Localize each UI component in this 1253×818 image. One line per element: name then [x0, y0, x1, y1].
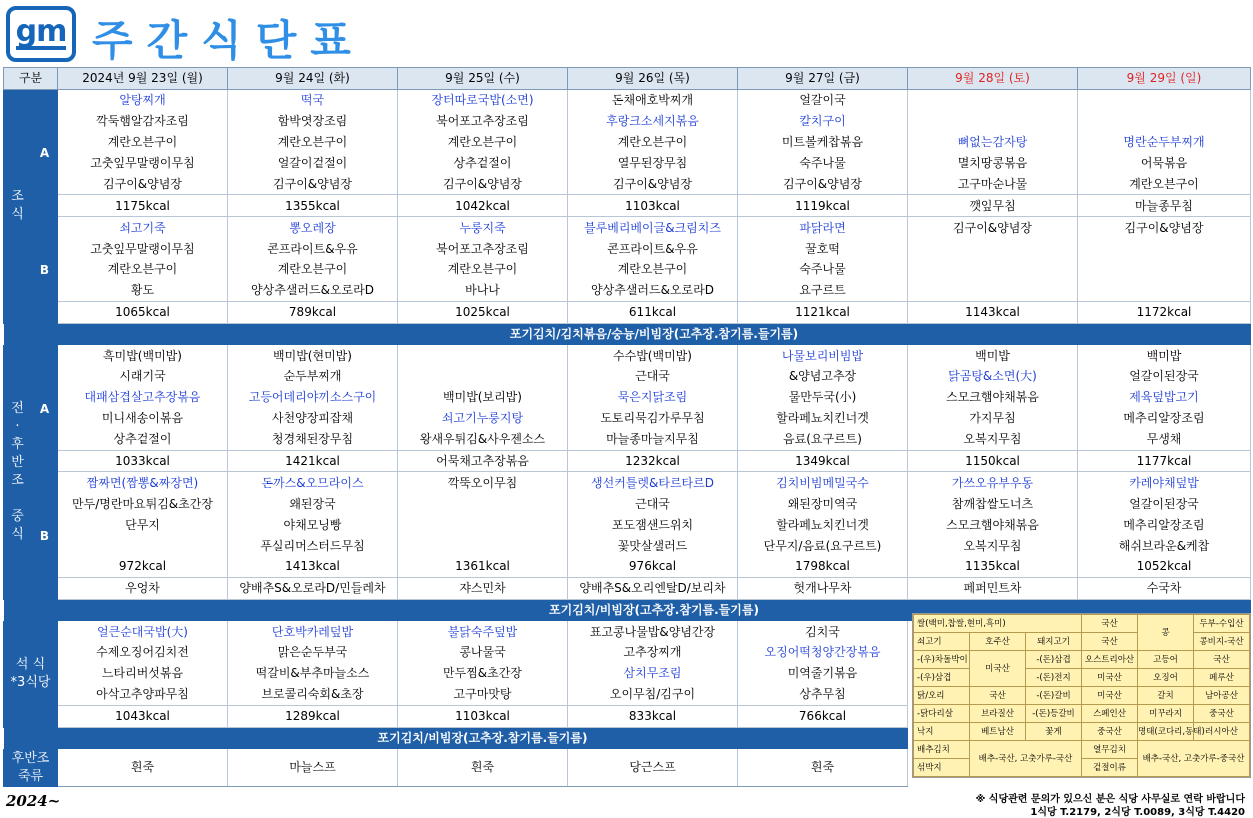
menu-cell: 쇠고기죽 — [58, 217, 228, 238]
menu-cell: 789kcal — [228, 301, 398, 323]
menu-cell: 쟈스민차 — [398, 577, 568, 599]
menu-cell: 얼갈이된장국 — [1078, 366, 1251, 387]
menu-cell: 미트볼케찹볶음 — [738, 132, 908, 153]
menu-cell — [908, 238, 1078, 259]
menu-cell: 1042kcal — [398, 195, 568, 217]
menu-cell: 오이무침/김구이 — [568, 684, 738, 705]
menu-cell: 611kcal — [568, 301, 738, 323]
menu-cell: 느타리버섯볶음 — [58, 663, 228, 684]
menu-cell: 얼갈이국 — [738, 89, 908, 110]
menu-cell: 맑은순두부국 — [228, 642, 398, 663]
menu-cell: 콘프라이트&우유 — [568, 238, 738, 259]
menu-cell: 알탕찌개 — [58, 89, 228, 110]
menu-cell: 페퍼민트차 — [908, 577, 1078, 599]
porridge-item: 당근스프 — [568, 749, 738, 786]
dinner-band: 포기김치/비빔장(고추장.참기름.들기름) — [58, 727, 908, 749]
menu-cell: 생선커틀렛&타르타르D — [568, 472, 738, 493]
menu-cell: 얼갈이겉절이 — [228, 153, 398, 174]
menu-cell — [908, 259, 1078, 280]
menu-cell: 만두/명란마요튀김&초간장 — [58, 493, 228, 514]
menu-cell: 왜된장미역국 — [738, 493, 908, 514]
day-header: 2024년 9월 23일 (월) — [58, 68, 228, 90]
menu-cell: 묵은지닭조림 — [568, 387, 738, 408]
menu-cell: 고구마맛탕 — [398, 684, 568, 705]
menu-cell: 얼큰순대국밥(大) — [58, 621, 228, 642]
menu-cell: 양상추샐러드&오로라D — [568, 280, 738, 301]
menu-cell: 사천양장피잡채 — [228, 408, 398, 429]
menu-cell: 메추리알장조림 — [1078, 514, 1251, 535]
menu-cell — [1078, 238, 1251, 259]
menu-cell: 시래기국 — [58, 366, 228, 387]
menu-cell: 오징어떡청양간장볶음 — [738, 642, 908, 663]
menu-cell: 단호박카레덮밥 — [228, 621, 398, 642]
menu-cell — [398, 345, 568, 366]
menu-cell: 가지무침 — [908, 408, 1078, 429]
menu-cell: 1103kcal — [568, 195, 738, 217]
menu-cell — [398, 535, 568, 556]
gm-logo: gm — [6, 6, 76, 62]
menu-cell: 요구르트 — [738, 280, 908, 301]
menu-cell: 1033kcal — [58, 450, 228, 472]
menu-cell: 1150kcal — [908, 450, 1078, 472]
menu-cell: 오복지무침 — [908, 429, 1078, 450]
menu-cell: 766kcal — [738, 705, 908, 727]
menu-cell: 계란오븐구이 — [1078, 173, 1251, 194]
menu-cell: 스모크햄야채볶음 — [908, 514, 1078, 535]
menu-cell: 깍뚝오이무침 — [398, 472, 568, 493]
menu-cell: 고추장찌개 — [568, 642, 738, 663]
day-header: 9월 29일 (일) — [1078, 68, 1251, 90]
menu-cell: 계란오븐구이 — [398, 259, 568, 280]
menu-cell: 명란순두부찌개 — [1078, 132, 1251, 153]
menu-cell: 청경채된장무침 — [228, 429, 398, 450]
menu-cell: 계란오븐구이 — [58, 259, 228, 280]
menu-cell: 미니새송이볶음 — [58, 408, 228, 429]
menu-cell: 1103kcal — [398, 705, 568, 727]
menu-cell: 누룽지죽 — [398, 217, 568, 238]
menu-cell: 포도잼샌드위치 — [568, 514, 738, 535]
band-spacer — [4, 599, 58, 621]
porridge-item: 흰죽 — [738, 749, 908, 786]
menu-cell: 976kcal — [568, 556, 738, 577]
menu-cell: 계란오븐구이 — [228, 132, 398, 153]
menu-cell: 백미밥 — [1078, 345, 1251, 366]
menu-cell: 카레야채덮밥 — [1078, 472, 1251, 493]
menu-cell: 근대국 — [568, 366, 738, 387]
menu-cell: 1413kcal — [228, 556, 398, 577]
day-header: 9월 24일 (화) — [228, 68, 398, 90]
porridge-label: 후반조 죽류 — [4, 749, 58, 786]
menu-cell: 김구이&양념장 — [738, 173, 908, 194]
menu-cell: 브로콜리숙회&초장 — [228, 684, 398, 705]
menu-cell: 뼈없는감자탕 — [908, 132, 1078, 153]
menu-cell: 마늘종무침 — [1078, 195, 1251, 217]
menu-cell: 닭곰탕&소면(大) — [908, 366, 1078, 387]
menu-cell: 1065kcal — [58, 301, 228, 323]
menu-cell: 계란오븐구이 — [58, 132, 228, 153]
menu-cell: 1121kcal — [738, 301, 908, 323]
footer-phones: 1식당 T.2179, 2식당 T.0089, 3식당 T.4420 — [1030, 807, 1245, 818]
menu-cell: 상추무침 — [738, 684, 908, 705]
menu-cell: 열무된장무침 — [568, 153, 738, 174]
menu-cell: 아삭고추양파무침 — [58, 684, 228, 705]
menu-cell: 1361kcal — [398, 556, 568, 577]
menu-cell: 1135kcal — [908, 556, 1078, 577]
menu-cell — [908, 89, 1078, 110]
menu-cell: 김구이&양념장 — [568, 173, 738, 194]
menu-cell: 콘프라이트&우유 — [228, 238, 398, 259]
menu-cell: 황도 — [58, 280, 228, 301]
menu-cell: 양배추S&오리엔탈D/보리차 — [568, 577, 738, 599]
menu-cell: 김치비빔메밀국수 — [738, 472, 908, 493]
porridge-item: 흰죽 — [398, 749, 568, 786]
menu-cell: 1798kcal — [738, 556, 908, 577]
menu-cell: 1355kcal — [228, 195, 398, 217]
day-header: 9월 26일 (목) — [568, 68, 738, 90]
menu-cell — [1078, 111, 1251, 132]
menu-cell: 후랑크소세지볶음 — [568, 111, 738, 132]
menu-cell: 수수밥(백미밥) — [568, 345, 738, 366]
menu-cell: 불닭숙주덮밥 — [398, 621, 568, 642]
menu-cell: 물만두국(小) — [738, 387, 908, 408]
menu-cell: 칼치구이 — [738, 111, 908, 132]
menu-cell: 돈채애호박찌개 — [568, 89, 738, 110]
breakfast-label: 조 식 — [4, 89, 32, 323]
menu-cell: 떡국 — [228, 89, 398, 110]
menu-cell: 대패삼겹살고추장볶음 — [58, 387, 228, 408]
menu-cell: 북어포고추장조림 — [398, 238, 568, 259]
menu-cell: 음료(요구르트) — [738, 429, 908, 450]
menu-cell: 계란오븐구이 — [398, 132, 568, 153]
menu-cell: 계란오븐구이 — [568, 259, 738, 280]
menu-cell: 어묵볶음 — [1078, 153, 1251, 174]
menu-cell: 삼치무조림 — [568, 663, 738, 684]
menu-cell: &양념고추장 — [738, 366, 908, 387]
menu-cell — [1078, 280, 1251, 301]
menu-cell: 뽕오레장 — [228, 217, 398, 238]
porridge-item: 흰죽 — [58, 749, 228, 786]
band-spacer — [4, 727, 58, 749]
menu-cell: 돈까스&오므라이스 — [228, 472, 398, 493]
menu-cell: 얼갈이된장국 — [1078, 493, 1251, 514]
menu-cell: 상추겉절이 — [58, 429, 228, 450]
menu-cell: 1421kcal — [228, 450, 398, 472]
menu-cell: 나물보리비빔밥 — [738, 345, 908, 366]
menu-cell: 숙주나물 — [738, 153, 908, 174]
signature: 2024~ — [6, 792, 61, 810]
menu-cell: 푸실리머스터드무침 — [228, 535, 398, 556]
page-header — [0, 0, 1253, 66]
footer-note: ※ 식당관련 문의가 있으신 분은 식당 사무실로 연락 바랍니다 — [975, 794, 1245, 805]
menu-cell: 어묵채고추장볶음 — [398, 450, 568, 472]
menu-cell: 떡갈비&부추마늘소스 — [228, 663, 398, 684]
menu-cell: 833kcal — [568, 705, 738, 727]
menu-cell: 콩나물국 — [398, 642, 568, 663]
page-title: 주간식단표 — [92, 16, 365, 65]
menu-cell: 수국차 — [1078, 577, 1251, 599]
menu-cell: 헛개나무차 — [738, 577, 908, 599]
menu-cell: 야채모닝빵 — [228, 514, 398, 535]
menu-cell: 할라페뇨치킨너겟 — [738, 408, 908, 429]
menu-cell: 백미밥(보리밥) — [398, 387, 568, 408]
lunch-band: 포기김치/비빔장(고추장.참기름.들기름) — [58, 599, 1251, 621]
menu-cell: 김구이&양념장 — [1078, 217, 1251, 238]
menu-cell: 단무지 — [58, 514, 228, 535]
menu-cell — [398, 493, 568, 514]
origin-table: 쌀(백미,찹쌀,현미,흑미) 국산 콩 두부-수입산 쇠고기 호주산 돼지고기 국산 콩비지-국산 -(우)차돌박이 미국산 -(돈)삼겹 오스트리아산 고등어 국산 -(우)삼겹 -(돈)전지 미국산 오징어 페루산 닭/오리 국산 -(돈)갈비 미국산 갈치 남아공산 -닭다리살 브라질산 -(돈)등갈비 스페인산 미꾸라지 중국산 낙지 베트남산 꽃게 중국산 명태(코다리,동태) 러시아산 배추김치 배추-국산, 고춧가루-국산 열무김치 배추-국산, 고춧가루-중국산 섞박지 겉절이류 — [912, 613, 1251, 778]
menu-cell: 깻잎무침 — [908, 195, 1078, 217]
menu-cell: 스모크햄야채볶음 — [908, 387, 1078, 408]
menu-cell: 1172kcal — [1078, 301, 1251, 323]
lunch-label: 전 · 후 반 조 중 식 — [4, 345, 32, 599]
menu-cell: 단무지/음료(요구르트) — [738, 535, 908, 556]
menu-cell: 순두부찌개 — [228, 366, 398, 387]
menu-cell: 김구이&양념장 — [58, 173, 228, 194]
day-header: 9월 27일 (금) — [738, 68, 908, 90]
menu-cell: 백미밥(현미밥) — [228, 345, 398, 366]
menu-cell: 짬짜면(짬뽕&짜장면) — [58, 472, 228, 493]
menu-cell: 1052kcal — [1078, 556, 1251, 577]
course-B: B — [32, 217, 58, 323]
menu-cell: 고등어데리야끼소스구이 — [228, 387, 398, 408]
menu-cell: 표고콩나물밥&양념간장 — [568, 621, 738, 642]
menu-cell: 계란오븐구이 — [228, 259, 398, 280]
menu-cell: 깍둑햄알감자조림 — [58, 111, 228, 132]
menu-cell: 김구이&양념장 — [228, 173, 398, 194]
menu-cell: 1177kcal — [1078, 450, 1251, 472]
menu-cell: 바나나 — [398, 280, 568, 301]
menu-cell: 김구이&양념장 — [398, 173, 568, 194]
day-header: 9월 28일 (토) — [908, 68, 1078, 90]
menu-cell: 북어포고추장조림 — [398, 111, 568, 132]
menu-cell: 1043kcal — [58, 705, 228, 727]
menu-cell: 해쉬브라운&케찹 — [1078, 535, 1251, 556]
menu-cell: 1119kcal — [738, 195, 908, 217]
menu-cell: 1025kcal — [398, 301, 568, 323]
menu-cell — [908, 111, 1078, 132]
menu-cell: 숙주나물 — [738, 259, 908, 280]
course-A: A — [32, 345, 58, 472]
menu-cell: 장터따로국밥(소면) — [398, 89, 568, 110]
menu-cell: 꿀호떡 — [738, 238, 908, 259]
menu-cell: 가쓰오유부우동 — [908, 472, 1078, 493]
menu-cell: 근대국 — [568, 493, 738, 514]
menu-cell: 상추겉절이 — [398, 153, 568, 174]
menu-cell: 왜된장국 — [228, 493, 398, 514]
menu-cell: 1143kcal — [908, 301, 1078, 323]
menu-cell: 쇠고기누룽지탕 — [398, 408, 568, 429]
porridge-item: 마늘스프 — [228, 749, 398, 786]
menu-cell: 파닭라면 — [738, 217, 908, 238]
menu-cell: 참깨찹쌀도너츠 — [908, 493, 1078, 514]
menu-cell: 꽃맛살샐러드 — [568, 535, 738, 556]
menu-cell: 제육덮밥고기 — [1078, 387, 1251, 408]
menu-cell: 계란오븐구이 — [568, 132, 738, 153]
menu-cell: 메추리알장조림 — [1078, 408, 1251, 429]
menu-cell — [1078, 89, 1251, 110]
menu-cell — [398, 514, 568, 535]
dinner-label: 석 식 *3식당 — [4, 621, 58, 727]
menu-cell: 할라페뇨치킨너겟 — [738, 514, 908, 535]
course-A: A — [32, 89, 58, 216]
menu-cell: 흑미밥(백미밥) — [58, 345, 228, 366]
menu-cell: 무생채 — [1078, 429, 1251, 450]
menu-cell: 972kcal — [58, 556, 228, 577]
label-division: 구분 — [4, 68, 58, 90]
menu-cell: 고춧잎무말랭이무침 — [58, 153, 228, 174]
menu-cell: 양상추샐러드&오로라D — [228, 280, 398, 301]
menu-cell: 백미밥 — [908, 345, 1078, 366]
menu-cell — [908, 280, 1078, 301]
menu-cell: 양배추S&오로라D/민들레차 — [228, 577, 398, 599]
menu-cell: 수제오징어김치전 — [58, 642, 228, 663]
menu-cell: 마늘종마늘지무침 — [568, 429, 738, 450]
menu-cell — [58, 535, 228, 556]
breakfast-band: 포기김치/김치볶음/숭늉/비빔장(고추장.참기름.들기름) — [58, 323, 1251, 345]
menu-cell: 김치국 — [738, 621, 908, 642]
menu-cell: 1289kcal — [228, 705, 398, 727]
menu-cell: 도토리묵김가루무침 — [568, 408, 738, 429]
day-header: 9월 25일 (수) — [398, 68, 568, 90]
course-B: B — [32, 472, 58, 599]
menu-cell: 1232kcal — [568, 450, 738, 472]
menu-cell: 1349kcal — [738, 450, 908, 472]
menu-cell: 왕새우튀김&사우젠소스 — [398, 429, 568, 450]
menu-cell — [398, 366, 568, 387]
menu-cell: 우엉차 — [58, 577, 228, 599]
band-spacer — [4, 323, 58, 345]
menu-cell: 고춧잎무말랭이무침 — [58, 238, 228, 259]
menu-cell: 김구이&양념장 — [908, 217, 1078, 238]
menu-cell: 함박엿장조림 — [228, 111, 398, 132]
menu-cell: 블루베리베이글&크림치즈 — [568, 217, 738, 238]
menu-cell — [1078, 259, 1251, 280]
menu-cell: 만두찜&초간장 — [398, 663, 568, 684]
menu-cell: 고구마순나물 — [908, 173, 1078, 194]
menu-cell: 멸치땅콩볶음 — [908, 153, 1078, 174]
menu-cell: 오복지무침 — [908, 535, 1078, 556]
menu-cell: 미역줄기볶음 — [738, 663, 908, 684]
menu-cell: 1175kcal — [58, 195, 228, 217]
